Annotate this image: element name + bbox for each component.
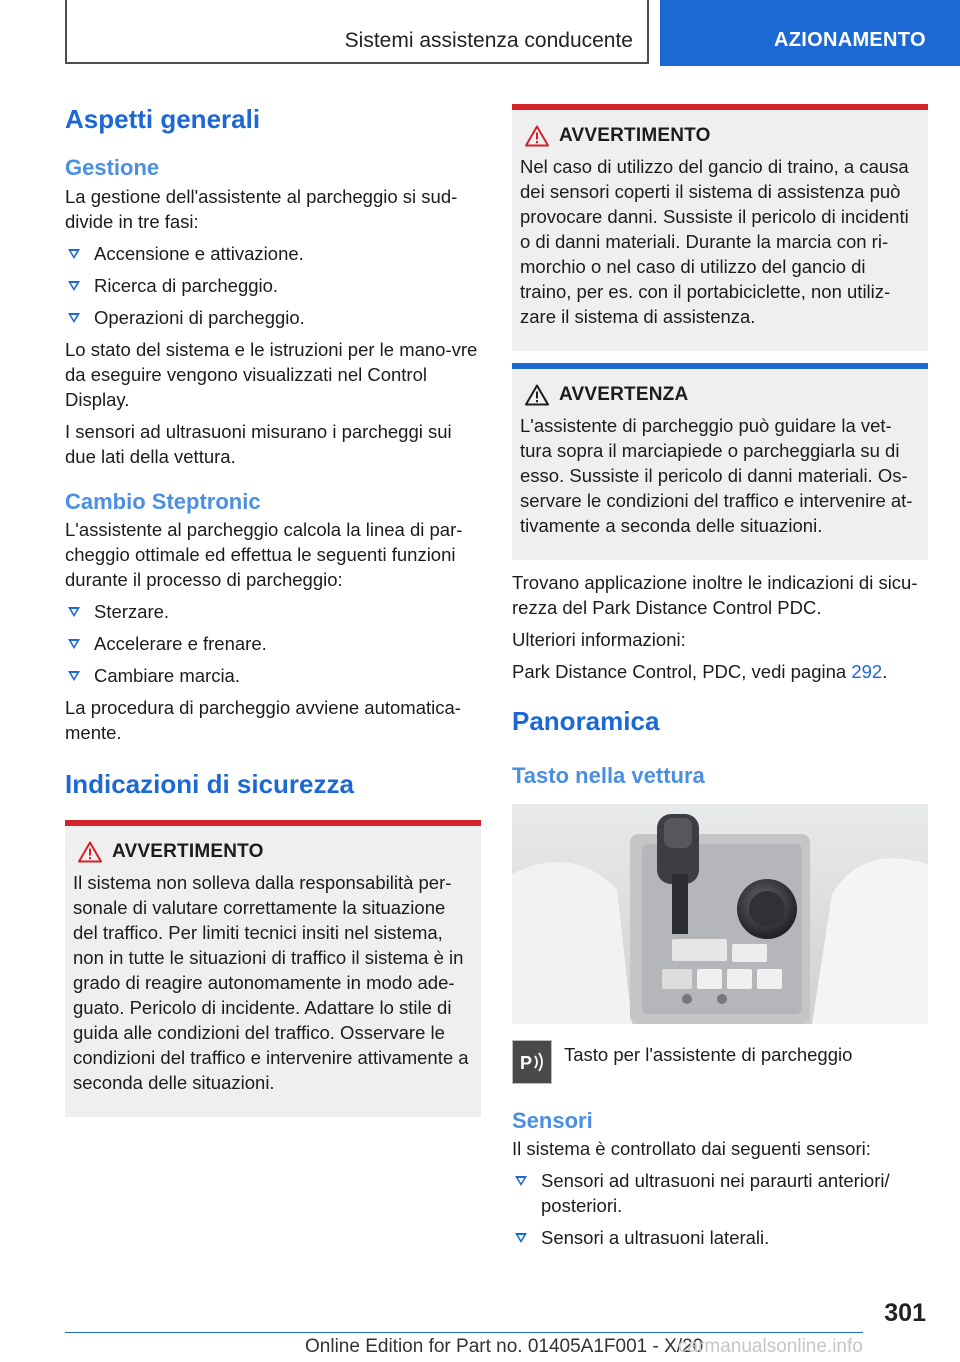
page-header bbox=[0, 0, 960, 66]
gestione-list bbox=[65, 241, 481, 330]
photo-caption bbox=[512, 1040, 928, 1100]
left-column bbox=[65, 96, 481, 1117]
header-chapter-label: AZIONAMENTO bbox=[774, 29, 926, 51]
sicurezza-heading: Indicazioni di sicurezza bbox=[65, 768, 354, 799]
list-item: Cambiare marcia. bbox=[65, 663, 481, 688]
notice-text: L'assistente di parcheggio può guidare la vet-tura sopra il marciapiede o parcheggiarla su di esso. Sussiste il pericolo di danni materiali. Os-servare le condizioni del traffico e intervenire at-tivamente a seconda delle situazioni. bbox=[520, 415, 913, 536]
watermark: carmanualsonline.info bbox=[678, 1336, 863, 1357]
gestione-heading: Gestione bbox=[65, 155, 160, 181]
gestione-paragraph: I sensori ad ultrasuoni misurano i parcheggi sui due lati della vettura. bbox=[65, 420, 452, 467]
parking-assistant-button-icon bbox=[512, 1040, 552, 1084]
bullet-triangle-icon bbox=[68, 249, 80, 259]
notice-label: AVVERTENZA bbox=[559, 384, 689, 405]
notice-box bbox=[512, 363, 928, 560]
bullet-triangle-icon bbox=[68, 639, 80, 649]
list-item: Accelerare e frenare. bbox=[65, 631, 481, 656]
bullet-triangle-icon bbox=[68, 281, 80, 291]
gestione-intro: La gestione dell'assistente al parcheggio si sud-divide in tre fasi: bbox=[65, 185, 458, 232]
notice-triangle-icon bbox=[525, 384, 549, 406]
caption-text: Tasto per l'assistente di parcheggio bbox=[564, 1043, 853, 1065]
warning-text: Nel caso di utilizzo del gancio di traino, a causa dei sensori coperti il sistema di assistenza può provocare danni. Sussiste il pericolo di incidenti o di danni materiali. Durante la marcia con ri-morchio o nel caso di utilizzo del gancio di traino, per es. con il portabiciclette, non utiliz-zare il sistema di assistenza. bbox=[520, 156, 909, 327]
svg-text:P: P bbox=[520, 1052, 533, 1073]
bullet-triangle-icon bbox=[68, 313, 80, 323]
steptronic-list bbox=[65, 599, 481, 688]
list-item: Ricerca di parcheggio. bbox=[65, 273, 481, 298]
footer-divider bbox=[65, 1332, 863, 1333]
warning-text: Il sistema non solleva dalla responsabilità per-sonale di valutare correttamente la situazione del traffico. Per limiti tecnici insiti nel sistema, non in tutte le situazioni di traffico il sistema è in grado di reagire autonomamente in modo ade-guato. Pericolo di incidente. Adattare lo stile di guida alle condizioni del traffico. Osservare le condizioni del traffico e intervenire attivamente a seconda delle situazioni. bbox=[73, 872, 469, 1094]
body-paragraph: Trovano applicazione inoltre le indicazioni di sicu-rezza del Park Distance Control PDC. bbox=[512, 572, 918, 618]
page-number: 301 bbox=[884, 1299, 926, 1327]
warning-label: AVVERTIMENTO bbox=[112, 841, 264, 863]
list-item: Operazioni di parcheggio. bbox=[65, 305, 481, 330]
edition-text: Online Edition for Part no. 01405A1F001 - X/20 bbox=[305, 1336, 704, 1357]
steptronic-intro: L'assistente al parcheggio calcola la linea di par-cheggio ottimale ed effettua le seguenti funzioni durante il processo di parcheggio: bbox=[65, 518, 463, 590]
header-section-title: Sistemi assistenza conducente bbox=[344, 29, 633, 52]
warning-triangle-icon bbox=[525, 125, 549, 147]
tasto-heading: Tasto nella vettura bbox=[512, 763, 705, 789]
right-column bbox=[512, 96, 928, 1250]
panoramica-heading: Panoramica bbox=[512, 706, 660, 736]
sensori-heading: Sensori bbox=[512, 1107, 593, 1133]
list-item: Accensione e attivazione. bbox=[65, 241, 481, 266]
header-chapter-tab bbox=[660, 0, 960, 66]
bullet-triangle-icon bbox=[68, 607, 80, 617]
page-title: Aspetti generali bbox=[65, 104, 261, 134]
warning-box bbox=[512, 104, 928, 351]
sensori-intro: Il sistema è controllato dai seguenti sensori: bbox=[512, 1137, 871, 1159]
list-item: Sensori a ultrasuoni laterali. bbox=[512, 1225, 928, 1250]
warning-label: AVVERTIMENTO bbox=[559, 125, 711, 146]
list-item: Sterzare. bbox=[65, 599, 481, 624]
page-link[interactable]: 292 bbox=[851, 661, 883, 682]
bullet-triangle-icon bbox=[515, 1176, 527, 1186]
steptronic-paragraph: La procedura di parcheggio avviene automatica-mente. bbox=[65, 696, 461, 743]
list-item: Sensori ad ultrasuoni nei paraurti anteriori/ posteriori. bbox=[512, 1168, 928, 1218]
sensori-list bbox=[512, 1168, 928, 1250]
steptronic-heading: Cambio Steptronic bbox=[65, 488, 261, 514]
warning-box bbox=[65, 820, 481, 1117]
header-section-box bbox=[65, 0, 649, 64]
bullet-triangle-icon bbox=[68, 671, 80, 681]
cross-reference: Park Distance Control, PDC, vedi pagina 292. bbox=[512, 661, 888, 682]
body-paragraph: Ulteriori informazioni: bbox=[512, 629, 686, 650]
warning-triangle-icon bbox=[78, 841, 102, 863]
bullet-triangle-icon bbox=[515, 1233, 527, 1243]
center-console-photo bbox=[512, 804, 928, 1024]
gestione-paragraph: Lo stato del sistema e le istruzioni per le mano-vre da eseguire vengono visualizzati nel Control Display. bbox=[65, 338, 478, 410]
